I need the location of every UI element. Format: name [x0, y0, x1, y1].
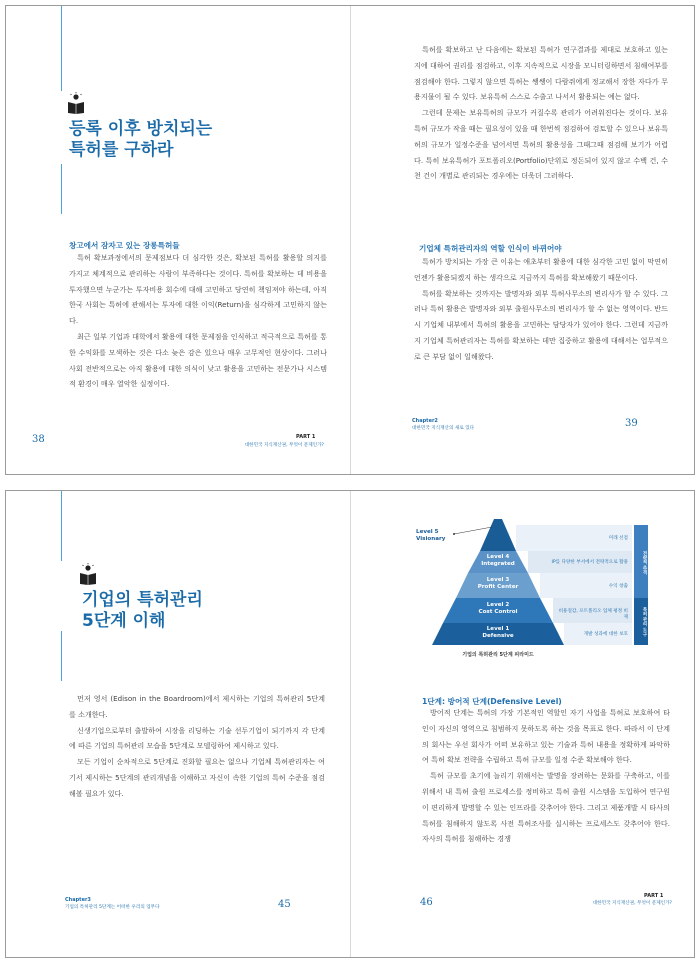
- title-line: 등록 이후 방치되는: [69, 119, 213, 139]
- tier-2-label: [443, 602, 553, 616]
- body-text: [69, 691, 325, 802]
- tier-2-desc: 비용절감, 포트폴리오 업체 평정 비제: [558, 609, 628, 620]
- paragraph: 방어적 단계는 특허의 가장 기본적인 역할인 자기 사업을 특허로 보호하여 타인이 자신의 영역으로 침범하지 못하도록 하는 것을 목표로 한다. 따라서 이 단계의 회사는 우선 회사가 어떠 보유하고 있는 기술과 특허 내용을 정확하게 파악하여 특허 확보 전략을 수립하고 특허 규모를 일정 수준 확보해야 한다.: [422, 708, 670, 765]
- title-line: 5단계 이해: [82, 611, 166, 631]
- body-text: [414, 42, 668, 184]
- page-number: 45: [278, 899, 291, 910]
- spread-pages-38-39: [5, 5, 695, 475]
- paragraph: 특허 규모를 초기에 늘리기 위해서는 발명을 장려하는 문화를 구축하고, 이를 위해서 내 특허 출원 프로세스를 정비하고 특허 출원 시스템을 도입하여 연구원이 편리하게 발명할 수 있는 인프라를 갖추어야 한다. 그리고 제품개발 시 타사의 특허를 침해하지 않도록 사전 특허조사를 실시하는 프로세스도 갖추어야 한다. 자사의 특허를 침해하는 경쟁: [422, 771, 670, 844]
- title-line: 기업의 특허관리: [82, 590, 203, 610]
- body-text: [414, 254, 668, 365]
- running-footer-chapter-subtitle: 대한민국 지식재산의 새로 있다: [412, 426, 475, 431]
- level5-pointer-dot: [453, 533, 455, 535]
- tier-level: Level 5: [416, 529, 439, 535]
- tier-3-desc: 수익 창출: [608, 584, 628, 589]
- gutter: [350, 6, 351, 474]
- tier-level: Level 4: [486, 554, 510, 560]
- level5-pointer: [454, 527, 492, 534]
- body-text: [69, 250, 327, 392]
- running-footer-subtitle: 대한민국 지식재산권, 무엇이 문제인가?: [244, 443, 324, 448]
- running-footer-part: PART 1: [644, 893, 664, 899]
- section-subhead: 창고에서 잠자고 있는 장롱특허들: [69, 241, 180, 250]
- gutter: [350, 491, 351, 957]
- section-subhead: 1단계: 방어적 단계(Defensive Level): [422, 697, 562, 706]
- running-footer-subtitle: 대한민국 지식재산권, 무엇이 문제인가?: [592, 901, 672, 906]
- page-number: 46: [420, 897, 433, 908]
- tier-1-label: [432, 626, 564, 640]
- page-number: 38: [32, 434, 45, 445]
- running-footer-chapter: Chapter3: [65, 897, 91, 903]
- paragraph: 특허가 방치되는 가장 큰 이유는 애초부터 활용에 대한 심각한 고민 없이 막연히 언젠가 활용되겠지 하는 생각으로 지금까지 특허를 확보해왔기 때문이다.: [414, 257, 668, 282]
- tier-level: Level 3: [486, 577, 510, 583]
- running-footer-chapter-subtitle: 기업의 특허관리 5단계는 어떠한 우리의 업무다: [65, 905, 160, 910]
- paragraph: 모든 기업이 순차적으로 5단계로 진화할 필요는 없으나 기업체 특허관리자는 여기서 제시하는 5단계의 관리개념을 이해하고 자신이 속한 기업의 특허 수준을 점검해볼 필요가 있다.: [69, 757, 325, 798]
- tier-name: Defensive: [482, 633, 514, 639]
- idea-book-icon: [66, 92, 86, 114]
- paragraph: 신생기업으로부터 출발하여 시장을 리딩하는 기술 선두기업이 되기까지 각 단계에 따른 기업의 특허관리 모습을 5단계로 모델링하여 제시하고 있다.: [69, 725, 325, 751]
- accent-line: [61, 631, 62, 681]
- paragraph: 특허 확보과정에서의 문제점보다 더 심각한 것은, 확보된 특허를 활용할 의지를 가지고 체계적으로 관리하는 사람이 부족하다는 것이다. 특허를 확보하는 데 비용을 투자했으면 누군가는 투자비용 회수에 대해 고민하고 당연히 책임져야 하는데, 아직 한국 사회는 특허에 관해서는 투자에 대한 이익(Return)을 심각하게 고민하지 않는다.: [69, 253, 327, 326]
- tier-1-desc: 개발 성과에 대한 보호: [583, 632, 628, 637]
- paragraph: 그런데 문제는 보유특허의 규모가 커질수록 관리가 어려워진다는 것이다. 보유특허 규모가 작을 때는 필요성이 있을 때 한번씩 점검하여 검토할 수 있으나 보유특허의 규모가 일정수준을 넘어서면 특허의 활용성을 그때그때 점검해 보기가 어렵다. 특히 보유특허가 포트폴리오(Portfolio)단위로 정돈되어 있지 않고 수백 건, 수천 건이 개별로 관리되는 경우에는 더욱더 그러하다.: [414, 108, 668, 181]
- tier-name: Profit Center: [477, 584, 519, 590]
- tier-name: Integrated: [481, 561, 515, 567]
- running-footer-part: PART 1: [296, 434, 316, 440]
- pyramid-diagram: [416, 511, 652, 676]
- running-footer-chapter: Chapter2: [412, 418, 438, 424]
- tier-5-desc: 미래 선점: [608, 536, 628, 541]
- body-text: [422, 705, 670, 847]
- tier-3-label: [456, 577, 540, 591]
- paragraph: 특허를 확보하는 것까지는 발명자와 외부 특허사무소의 변리사가 할 수 있다. 그러나 특허 활용은 발명자와 외부 출원사무소의 변리사가 할 수 없는 영역이다. 반드시 기업체 내부에서 특허의 활용을 고민하는 담당자가 있어야 한다. 그런데 지금까지 기업체 특허관리자는 특허를 확보하는 데만 집중하고 활용에 대해서는 업무적으로 큰 부담 없이 일해왔다.: [414, 288, 668, 361]
- title-line: 특허를 구하라: [69, 140, 174, 160]
- accent-line: [61, 491, 62, 561]
- section-subhead: 기업체 특허관리자의 역할 인식이 바뀌어야: [419, 244, 562, 253]
- page-title: [82, 590, 332, 632]
- side-label-top: 전략적 추격: [642, 551, 647, 575]
- tier-name: Cost Control: [478, 609, 518, 615]
- tier-4-label: [468, 554, 528, 568]
- paragraph: 먼저 영서 (Edison in the Boardroom)에서 제시하는 기업의 특허관리 5단계를 소개한다.: [69, 694, 325, 719]
- diagram-caption: 기업의 특허관리 5단계 피라미드: [462, 652, 534, 658]
- paragraph: 특허를 확보하고 난 다음에는 확보된 특허가 연구결과를 제대로 보호하고 있는지에 대하여 권리를 점검하고, 이후 지속적으로 시장을 모니터링하면서 침해여부를 점검해야 한다. 그렇지 않으면 특허는 쌩쌩이 다람쥐에게 정교해서 장한 자다가 무용지물이 될 수 있다. 보유특허 스스로 수출고 나서서 활용되는 예는 없다.: [414, 45, 668, 102]
- tier-5-label: [416, 529, 445, 543]
- page-number: 39: [625, 418, 638, 429]
- side-label-bottom: 특허 관리 도구: [642, 607, 647, 637]
- accent-line: [61, 6, 62, 91]
- tier-level: Level 2: [486, 602, 510, 608]
- idea-book-icon: [78, 563, 98, 585]
- tier-level: Level 1: [486, 626, 510, 632]
- page-title: [69, 119, 329, 161]
- pyramid-tier-5: [480, 519, 516, 551]
- tier-4-desc: IP를 다양한 부서에서 전략적으로 활용: [551, 560, 628, 565]
- accent-line: [61, 164, 62, 214]
- spread-pages-45-46: [5, 490, 695, 958]
- tier-name: Visionary: [416, 536, 446, 542]
- paragraph: 최근 일부 기업과 대학에서 활용에 대한 문제점을 인식하고 적극적으로 특허를 통한 수익화를 모색하는 것은 다소 늦은 감은 있으나 매우 고무적인 현상이다. 그러나 사회 전반적으로는 아직 활용에 대한 의식이 낮고 활용을 고민하는 전문가나 시스템적 환경이 매우 열악한 실정이다.: [69, 331, 327, 389]
